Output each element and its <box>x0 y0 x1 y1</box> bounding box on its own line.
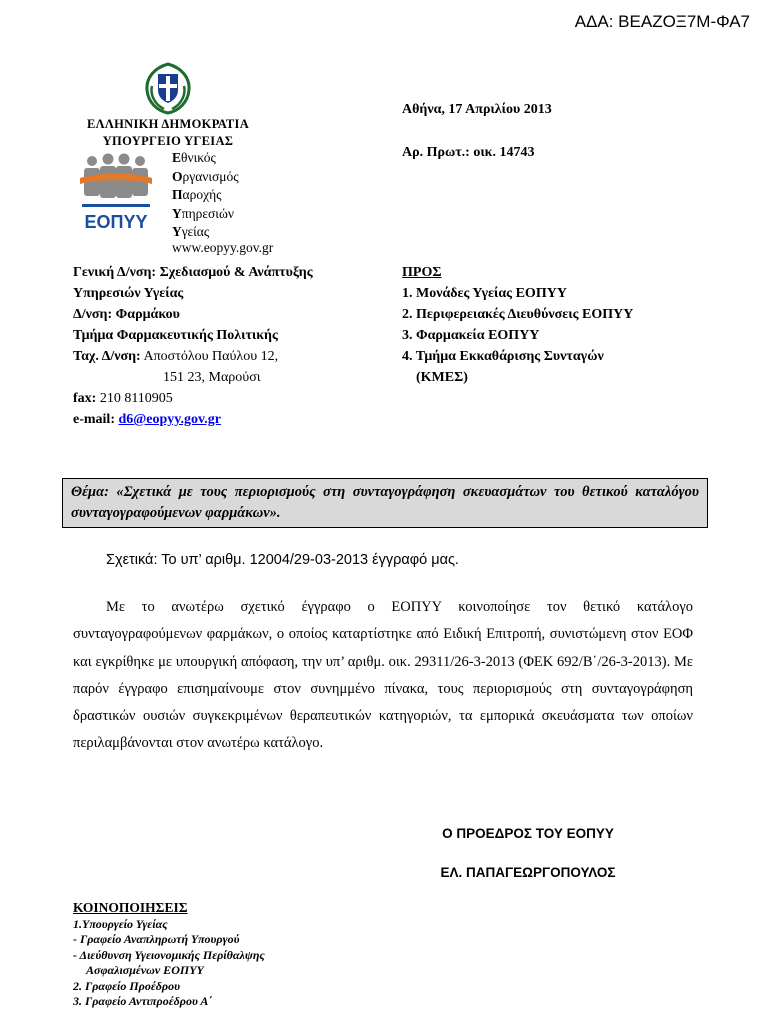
sender-section: Τμήμα Φαρμακευτικής Πολιτικής <box>73 328 278 343</box>
cc-title: ΚΟΙΝΟΠΟΙΗΣΕΙΣ <box>73 900 188 915</box>
signature-name: ΕΛ. ΠΑΠΑΓΕΩΡΓΟΠΟΥΛΟΣ <box>440 865 616 880</box>
recipient-item: 1. Μονάδες Υγείας ΕΟΠΥΥ <box>402 286 567 301</box>
document-date: Αθήνα, 17 Απριλίου 2013 <box>402 102 552 117</box>
sender-fax: fax: 210 8110905 <box>73 391 173 406</box>
cc-item: 1.Υπουργείο Υγείας <box>73 916 168 931</box>
recipient-item: 3. Φαρμακεία ΕΟΠΥΥ <box>402 328 540 343</box>
republic-name: ΕΛΛΗΝΙΚΗ ΔΗΜΟΚΡΑΤΙΑ <box>86 117 250 131</box>
ministry-name: ΥΠΟΥΡΓΕΙΟ ΥΓΕΙΑΣ <box>102 134 234 148</box>
eopyy-line: Υπηρεσιών <box>172 205 234 221</box>
sender-block <box>73 262 383 430</box>
eopyy-line: Εθνικός <box>172 150 216 165</box>
ada-code: ΑΔΑ: ΒΕΑΖΟΞ7Μ-ΦΑ7 <box>574 12 750 31</box>
body-paragraph: Με το ανωτέρω σχετικό έγγραφο ο ΕΟΠΥΥ κοινοποίησε τον θετικό κατάλογο συνταγογραφούμενων φαρμάκων, ο οποίος καταρτίστηκε από Ειδική Επιτροπή, συνιστώμενη στον ΕΟΦ και εγκρίθηκε με υπουργική απόφαση, την υπ’ αριθμ. οικ. 29311/26-3-2013 (ΦΕΚ 692/Β΄/26-3-2013). Με παρόν έγγραφο επισημαίνουμε στον συνημμένο πίνακα, τους περιορισμούς στη συνταγογράφηση δραστικών ουσιών συγκεκριμένων θεραπευτικών κατηγοριών, τα εμπορικά σκευάσματα των οποίων περιλαμβάνονται στον ανωτέρω κατάλογο. <box>73 599 693 752</box>
email-link[interactable]: d6@eopyy.gov.gr <box>118 412 221 427</box>
eopyy-line: Οργανισμός <box>172 168 239 184</box>
greek-emblem-icon <box>140 60 196 116</box>
eopyy-logo <box>78 152 154 234</box>
cc-block <box>73 900 265 1010</box>
cc-item: 2. Γραφείο Προέδρου <box>73 978 180 993</box>
recipient-item: 2. Περιφερειακές Διευθύνσεις ΕΟΠΥΥ <box>402 307 634 322</box>
cc-item: 3. Γραφείο Αντιπροέδρου Α΄ <box>73 994 213 1008</box>
signature-title: Ο ΠΡΟΕΔΡΟΣ ΤΟΥ ΕΟΠΥΥ <box>442 826 614 841</box>
sender-directorate: Δ/νση: Φαρμάκου <box>73 307 180 322</box>
letterhead-government <box>60 116 276 150</box>
recipient-item-cont: (ΚΜΕΣ) <box>416 370 468 385</box>
eopyy-logo-text: ΕΟΠΥΥ <box>84 212 148 232</box>
eopyy-line: Υγείας <box>172 224 210 239</box>
recipient-item: 4. Τμήμα Εκκαθάρισης Συνταγών <box>402 349 604 364</box>
eopyy-name-lines <box>172 149 239 242</box>
recipients-block <box>402 262 633 388</box>
sender-department-cont: Υπηρεσιών Υγείας <box>73 286 184 301</box>
cc-subitem-cont: Ασφαλισμένων ΕΟΠΥΥ <box>86 963 204 977</box>
sender-address: Ταχ. Δ/νση: Αποστόλου Παύλου 12, <box>73 349 279 364</box>
recipients-title: ΠΡΟΣ <box>402 265 442 280</box>
website-text: www.eopyy.gov.gr <box>172 240 274 255</box>
sender-department: Γενική Δ/νση: Σχεδιασμού & Ανάπτυξης <box>73 265 313 280</box>
cc-subitem: - Γραφείο Αναπληρωτή Υπουργού <box>73 932 240 946</box>
sender-email: e-mail: d6@eopyy.gov.gr <box>73 412 221 427</box>
cc-subitem: - Διεύθυνση Υγειονομικής Περίθαλψης <box>73 947 265 962</box>
sender-address-line2: 151 23, Μαρούσι <box>163 370 261 385</box>
relative-reference: Σχετικά: Το υπ’ αριθμ. 12004/29-03-2013 έγγραφό μας. <box>106 552 459 568</box>
protocol-number: Αρ. Πρωτ.: οικ. 14743 <box>402 145 535 160</box>
subject-box: Θέμα: «Σχετικά με τους περιορισμούς στη συνταγογράφηση σκευασμάτων του θετικού καταλόγου συνταγογραφούμενων φαρμάκων». <box>62 478 708 528</box>
eopyy-line: Παροχής <box>172 187 222 202</box>
